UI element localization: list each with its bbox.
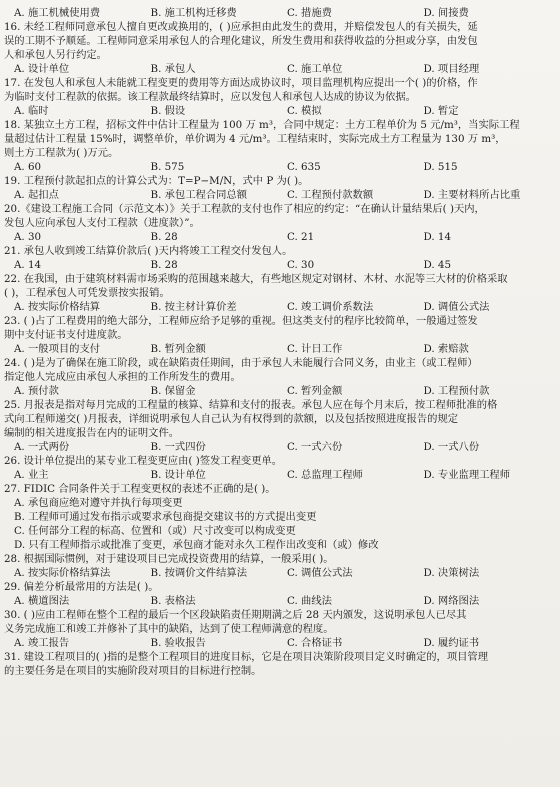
question-item [4,314,556,356]
options-row [4,384,556,398]
option: D. 45 [423,259,452,271]
option: A. 业主 [14,469,49,481]
option: D. 履约证书 [423,637,480,649]
question-text-line: 则土方工程款为( )万元。 [4,147,119,159]
question-item [4,454,556,482]
option: B. 暂列金额 [150,343,206,355]
options-row [4,566,556,580]
options-row [4,188,556,202]
question-text-line: 18. 某独立土方工程，招标文件中估计工程量为 100 万 m³，合同中规定：土方工程单价为 5 元/m³，当实际工程 [4,119,520,131]
option: B. 假设 [150,105,186,117]
option: C. 调值公式法 [287,567,353,579]
question-text-line: 义务完成施工和竣工并修补了其中的缺陷，达到了使工程师满意的程度。 [4,623,334,635]
question-item [4,118,556,174]
option: D. 索赔款 [423,343,469,355]
question-text-line: 27. FIDIC 合同条件关于工程变更权的表述不正确的是( )。 [4,483,276,495]
question-text-line: 26. 设计单位提出的某专业工程变更应由( )签发工程变更单。 [4,455,283,467]
question-text-line: 23. ( )占了工程费用的绝大部分，工程师应给予足够的重视。但这类支付的程序比较简单，一般通过签发 [4,315,478,327]
option: C. 暂列金额 [287,385,343,397]
option: A. 14 [14,259,42,271]
question-text-line: 29. 偏差分析最常用的方法是( )。 [4,581,159,593]
question-text-line: 为临时支付工程款的依据。该工程款最终结算时，应以发包人和承包人达成的协议为依据。 [4,91,416,103]
option: C. 一式六份 [287,441,343,453]
option: D. 调值公式法 [423,301,490,313]
question-item [4,202,556,244]
question-text-line: 量超过估计工程量 15%时，调整单价，单价调为 4 元/m³。工程结束时，实际完成土方工程量为 130 万 m³， [4,133,506,145]
option: C. 合格证书 [287,637,343,649]
options-row [4,594,556,608]
q15-options [4,6,556,20]
option: B. 设计单位 [150,469,206,481]
options-row [4,258,556,272]
option: D. 决策树法 [423,567,480,579]
option: C. 模拟 [287,105,322,117]
option: B. 28 [150,231,178,243]
options-row [4,636,556,650]
options-row [4,230,556,244]
option: B. 保留金 [150,385,196,397]
question-item [4,552,556,580]
option: A. 临时 [14,105,49,117]
question-text-line: 31. 建设工程项目的( )指的是整个工程项目的进度目标，它是在项目决策阶段项目定义时确定的，项目管理 [4,651,489,663]
option: D. 只有工程师指示或批准了变更，承包商才能对永久工程作出改变和（或）修改 [14,539,379,551]
option: B. 验收报告 [150,637,206,649]
options-row [4,496,556,552]
option: A. 按实际价格结算法 [14,567,111,579]
option: D. 专业监理工程师 [423,469,511,481]
question-text-line: 期中支付证书支付进度款。 [4,329,128,341]
question-text-line: 误的工期不予顺延。工程师同意采用承包人的合理化建议，所发生费用和获得收益的分担或分享，由发包 [4,35,478,47]
question-text-line: 的主要任务是在项目的实施阶段对项目的目标进行控制。 [4,665,262,677]
option: C. 总监理工程师 [287,469,363,481]
question-item [4,20,556,76]
options-row [4,300,556,314]
option: A. 横道图法 [14,595,70,607]
question-item [4,398,556,454]
question-text-line: 编制的相关进度报告在内的证明文件。 [4,427,180,439]
question-text-line: 28. 根据国际惯例，对于建设项目已完成投资费用的结算，一般采用( )。 [4,553,334,565]
option: A. 60 [14,161,42,173]
option: C. 任何部分工程的标高、位置和（或）尺寸改变可以构成变更 [14,525,296,537]
option: A. 预付款 [14,385,59,397]
option: B. 施工机构迁移费 [150,7,237,19]
options-row [4,440,556,454]
question-text-line: ( )，工程承包人可凭发票按实报销。 [4,287,170,299]
option: A. 设计单位 [14,63,70,75]
option: B. 承包人 [150,63,196,75]
option: D. 项目经理 [423,63,480,75]
options-row [4,160,556,174]
question-text-line: 16. 未经工程师同意承包人擅自更改或换用的，( )应承担由此发生的费用，并赔偿发包人的有关损失，延 [4,21,478,33]
question-item [4,244,556,272]
option: C. 计日工作 [287,343,343,355]
question-item [4,76,556,118]
question-container [4,20,556,678]
question-text-line: 人和承包人另行约定。 [4,49,107,61]
option: D. 一式八份 [423,441,480,453]
question-text-line: 24. ( )是为了确保在施工阶段，或在缺陷责任期间，由于承包人未能履行合同义务，由业主（或工程师） [4,357,478,369]
options-row [4,468,556,482]
option: A. 承包商应绝对遵守并执行每项变更 [14,497,183,509]
question-item [4,650,556,678]
question-text-line: 20.《建设工程施工合同（示范文本）》关于工程款的支付也作了相应的约定：“在确认计量结果后( )天内， [4,203,485,215]
options-row [4,104,556,118]
question-text-line: 22. 在我国，由于建筑材料需市场采购的范围越来越大，有些地区规定对钢材、木材、水泥等三大材的价格采取 [4,273,508,285]
options-row [4,342,556,356]
options-row [4,62,556,76]
option: B. 按主材计算价差 [150,301,237,313]
option: C. 施工单位 [287,63,343,75]
question-text-line: 30. ( )应由工程师在整个工程的最后一个区段缺陷责任期期满之后 28 天内颁发，这说明承包人已尽其 [4,609,467,621]
question-item [4,272,556,314]
option: A. 起扣点 [14,189,59,201]
question-text-line: 25. 月报表是指对每月完成的工程量的核算、结算和支付的报表。承包人应在每个月末后，按工程师批准的格 [4,399,498,411]
option: B. 28 [150,259,178,271]
option: C. 工程预付款数额 [287,189,374,201]
option: C. 竣工调价系数法 [287,301,374,313]
question-item [4,174,556,202]
option: B. 按调价文件结算法 [150,567,247,579]
option: C. 635 [287,161,321,173]
option: A. 一式两份 [14,441,70,453]
option: C. 措施费 [287,7,332,19]
option: D. 间接费 [423,7,469,19]
option: A. 施工机械使用费 [14,7,101,19]
question-list [4,0,556,787]
option: A. 竣工报告 [14,637,70,649]
question-text-line: 17. 在发包人和承包人未能就工程变更的费用等方面达成协议时，项目监理机构应提出一个( )的价格，作 [4,77,478,89]
question-item [4,482,556,552]
option: A. 30 [14,231,42,243]
option: B. 575 [150,161,185,173]
option: C. 曲线法 [287,595,332,607]
option: D. 工程预付款 [423,385,490,397]
option: C. 30 [287,259,315,271]
question-item [4,356,556,398]
option: D. 14 [423,231,452,243]
option: C. 21 [287,231,315,243]
question-item [4,580,556,608]
option: B. 表格法 [150,595,196,607]
option: A. 一般项目的支付 [14,343,101,355]
question-text-line: 指定他人完成应由承包人承担的工作所发生的费用。 [4,371,241,383]
option: A. 按实际价格结算 [14,301,101,313]
question-item [4,608,556,650]
option: B. 一式四份 [150,441,206,453]
question-text-line: 21. 承包人收到竣工结算价款后( )天内将竣工工程交付发包人。 [4,245,293,257]
question-text-line: 发包人应向承包人支付工程款（进度款）”。 [4,217,200,229]
option: B. 承包工程合同总额 [150,189,247,201]
option: B. 工程师可通过发布指示或要求承包商提交建议书的方式提出变更 [14,511,317,523]
question-text-line: 式向工程师递交( )月报表，详细说明承包人自己认为有权得到的款额，以及包括按照进度报告的规定 [4,413,459,425]
option: D. 主要材料所占比重 [423,189,521,201]
question-text-line: 19. 工程预付款起扣点的计算公式为：T=P−M/N，式中 P 为( )。 [4,175,309,187]
option: D. 515 [423,161,458,173]
option: D. 网络图法 [423,595,480,607]
option: D. 暂定 [423,105,459,117]
